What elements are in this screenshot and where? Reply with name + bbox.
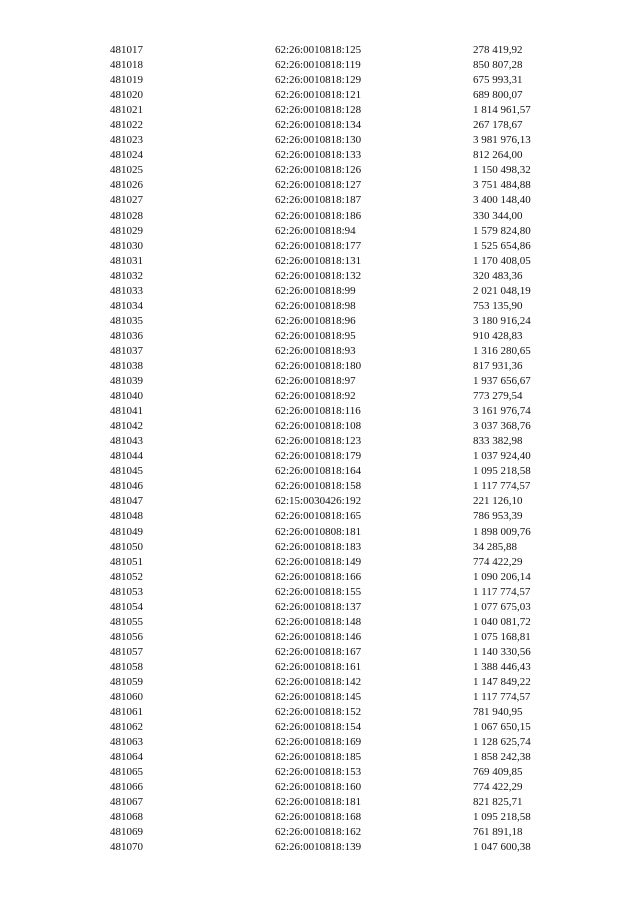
row-number: 481041 [110, 405, 143, 418]
cadastral-value: 1 147 849,22 [473, 675, 531, 688]
cadastral-number: 62:26:0010818:92 [275, 390, 356, 403]
cadastral-number: 62:26:0010818:168 [275, 811, 362, 824]
cadastral-value: 1 937 656,67 [473, 375, 531, 388]
cadastral-value: 769 409,85 [473, 766, 523, 779]
table-row [0, 269, 640, 284]
row-number: 481056 [110, 630, 143, 643]
cadastral-value: 817 931,36 [473, 359, 523, 372]
row-number: 481032 [110, 269, 143, 282]
table-row [0, 795, 640, 810]
row-number: 481060 [110, 691, 143, 704]
table-row [0, 314, 640, 329]
cadastral-value: 774 422,29 [473, 555, 523, 568]
table-row [0, 705, 640, 720]
cadastral-number: 62:26:0010818:98 [275, 299, 356, 312]
cadastral-number: 62:26:0010818:158 [275, 480, 362, 493]
cadastral-number: 62:26:0010818:131 [275, 254, 362, 267]
cadastral-number: 62:26:0010818:95 [275, 329, 356, 342]
cadastral-value: 761 891,18 [473, 826, 523, 839]
cadastral-number: 62:26:0010818:130 [275, 134, 362, 147]
cadastral-number: 62:26:0010818:126 [275, 164, 362, 177]
table-row [0, 690, 640, 705]
table-row [0, 509, 640, 524]
cadastral-number: 62:26:0010818:125 [275, 44, 362, 56]
cadastral-value: 1 117 774,57 [473, 585, 531, 598]
row-number: 481052 [110, 570, 143, 583]
cadastral-number: 62:26:0010818:145 [275, 691, 362, 704]
cadastral-value: 1 090 206,14 [473, 570, 531, 583]
row-number: 481061 [110, 706, 143, 719]
cadastral-number: 62:26:0010818:160 [275, 781, 362, 794]
cadastral-number: 62:26:0010818:179 [275, 450, 362, 463]
table-row [0, 585, 640, 600]
row-number: 481049 [110, 525, 143, 538]
cadastral-number: 62:26:0010818:116 [275, 405, 361, 418]
row-number: 481053 [110, 585, 143, 598]
cadastral-number: 62:26:0010818:169 [275, 736, 362, 749]
cadastral-value: 910 428,83 [473, 329, 523, 342]
cadastral-value: 1 077 675,03 [473, 600, 531, 613]
row-number: 481043 [110, 435, 143, 448]
row-number: 481067 [110, 796, 143, 809]
row-number: 481033 [110, 284, 143, 297]
table-row [0, 344, 640, 359]
table-row [0, 750, 640, 765]
table-row [0, 329, 640, 344]
row-number: 481017 [110, 44, 143, 56]
cadastral-value: 1 117 774,57 [473, 691, 531, 704]
cadastral-value: 1 525 654,86 [473, 239, 531, 252]
table-row [0, 449, 640, 464]
table-row [0, 133, 640, 148]
registry-table [0, 43, 640, 856]
cadastral-value: 3 400 148,40 [473, 194, 531, 207]
table-row [0, 163, 640, 178]
cadastral-value: 3 037 368,76 [473, 420, 531, 433]
table-row [0, 284, 640, 299]
table-row [0, 88, 640, 103]
cadastral-value: 1 040 081,72 [473, 615, 531, 628]
cadastral-number: 62:26:0010818:186 [275, 209, 362, 222]
cadastral-number: 62:26:0010818:94 [275, 224, 356, 237]
cadastral-value: 34 285,88 [473, 540, 517, 553]
table-row [0, 494, 640, 509]
cadastral-number: 62:26:0010818:154 [275, 721, 362, 734]
cadastral-value: 278 419,92 [473, 44, 523, 56]
table-row [0, 645, 640, 660]
row-number: 481030 [110, 239, 143, 252]
cadastral-value: 1 814 961,57 [473, 104, 531, 117]
cadastral-number: 62:26:0010818:139 [275, 841, 362, 854]
cadastral-number: 62:26:0010818:132 [275, 269, 362, 282]
table-row [0, 600, 640, 615]
row-number: 481037 [110, 344, 143, 357]
table-row [0, 464, 640, 479]
cadastral-value: 781 940,95 [473, 706, 523, 719]
cadastral-value: 2 021 048,19 [473, 284, 531, 297]
table-row [0, 359, 640, 374]
cadastral-number: 62:26:0010818:167 [275, 645, 362, 658]
cadastral-value: 1 316 280,65 [473, 344, 531, 357]
cadastral-number: 62:26:0010818:149 [275, 555, 362, 568]
row-number: 481063 [110, 736, 143, 749]
table-row [0, 434, 640, 449]
row-number: 481024 [110, 149, 143, 162]
table-row [0, 193, 640, 208]
cadastral-value: 320 483,36 [473, 269, 523, 282]
cadastral-value: 1 898 009,76 [473, 525, 531, 538]
cadastral-value: 773 279,54 [473, 390, 523, 403]
cadastral-value: 1 140 330,56 [473, 645, 531, 658]
table-row [0, 254, 640, 269]
cadastral-number: 62:26:0010818:121 [275, 89, 362, 102]
row-number: 481048 [110, 510, 143, 523]
table-row [0, 299, 640, 314]
cadastral-number: 62:26:0010808:181 [275, 525, 362, 538]
row-number: 481069 [110, 826, 143, 839]
table-row [0, 148, 640, 163]
row-number: 481021 [110, 104, 143, 117]
cadastral-number: 62:26:0010818:119 [275, 59, 361, 72]
row-number: 481042 [110, 420, 143, 433]
row-number: 481054 [110, 600, 143, 613]
cadastral-number: 62:26:0010818:185 [275, 751, 362, 764]
table-row [0, 720, 640, 735]
row-number: 481028 [110, 209, 143, 222]
cadastral-number: 62:26:0010818:166 [275, 570, 362, 583]
row-number: 481070 [110, 841, 143, 854]
table-row [0, 419, 640, 434]
cadastral-value: 1 037 924,40 [473, 450, 531, 463]
cadastral-value: 3 161 976,74 [473, 405, 531, 418]
cadastral-number: 62:26:0010818:134 [275, 119, 362, 132]
row-number: 481029 [110, 224, 143, 237]
cadastral-value: 786 953,39 [473, 510, 523, 523]
table-row [0, 825, 640, 840]
cadastral-value: 689 800,07 [473, 89, 523, 102]
table-row [0, 209, 640, 224]
cadastral-value: 1 128 625,74 [473, 736, 531, 749]
cadastral-value: 850 807,28 [473, 59, 523, 72]
cadastral-value: 1 067 650,15 [473, 721, 531, 734]
table-row [0, 43, 640, 58]
table-row [0, 525, 640, 540]
cadastral-number: 62:26:0010818:127 [275, 179, 362, 192]
table-row [0, 570, 640, 585]
table-row [0, 224, 640, 239]
cadastral-number: 62:26:0010818:137 [275, 600, 362, 613]
table-row [0, 103, 640, 118]
table-row [0, 735, 640, 750]
table-row [0, 555, 640, 570]
row-number: 481022 [110, 119, 143, 132]
row-number: 481036 [110, 329, 143, 342]
table-row [0, 479, 640, 494]
cadastral-number: 62:15:0030426:192 [275, 495, 362, 508]
cadastral-number: 62:26:0010818:165 [275, 510, 362, 523]
cadastral-number: 62:26:0010818:162 [275, 826, 362, 839]
cadastral-number: 62:26:0010818:123 [275, 435, 362, 448]
row-number: 481046 [110, 480, 143, 493]
row-number: 481035 [110, 314, 143, 327]
cadastral-value: 821 825,71 [473, 796, 523, 809]
cadastral-value: 1 388 446,43 [473, 660, 531, 673]
row-number: 481066 [110, 781, 143, 794]
table-row [0, 118, 640, 133]
cadastral-number: 62:26:0010818:180 [275, 359, 362, 372]
cadastral-number: 62:26:0010818:164 [275, 465, 362, 478]
row-number: 481039 [110, 375, 143, 388]
row-number: 481018 [110, 59, 143, 72]
cadastral-value: 675 993,31 [473, 74, 523, 87]
row-number: 481045 [110, 465, 143, 478]
cadastral-value: 833 382,98 [473, 435, 523, 448]
cadastral-value: 774 422,29 [473, 781, 523, 794]
cadastral-number: 62:26:0010818:161 [275, 660, 362, 673]
table-row [0, 540, 640, 555]
cadastral-number: 62:26:0010818:153 [275, 766, 362, 779]
cadastral-value: 1 858 242,38 [473, 751, 531, 764]
table-row [0, 840, 640, 855]
cadastral-value: 1 047 600,38 [473, 841, 531, 854]
row-number: 481065 [110, 766, 143, 779]
table-row [0, 239, 640, 254]
row-number: 481059 [110, 675, 143, 688]
row-number: 481055 [110, 615, 143, 628]
cadastral-value: 753 135,90 [473, 299, 523, 312]
table-row [0, 630, 640, 645]
cadastral-number: 62:26:0010818:155 [275, 585, 362, 598]
cadastral-number: 62:26:0010818:148 [275, 615, 362, 628]
cadastral-value: 221 126,10 [473, 495, 523, 508]
table-row [0, 810, 640, 825]
cadastral-number: 62:26:0010818:99 [275, 284, 356, 297]
table-row [0, 780, 640, 795]
table-row [0, 58, 640, 73]
row-number: 481019 [110, 74, 143, 87]
cadastral-number: 62:26:0010818:129 [275, 74, 362, 87]
cadastral-number: 62:26:0010818:96 [275, 314, 356, 327]
cadastral-value: 1 579 824,80 [473, 224, 531, 237]
row-number: 481027 [110, 194, 143, 207]
table-row [0, 675, 640, 690]
cadastral-number: 62:26:0010818:93 [275, 344, 356, 357]
cadastral-value: 330 344,00 [473, 209, 523, 222]
table-row [0, 765, 640, 780]
row-number: 481034 [110, 299, 143, 312]
table-row [0, 389, 640, 404]
cadastral-value: 1 117 774,57 [473, 480, 531, 493]
row-number: 481020 [110, 89, 143, 102]
cadastral-number: 62:26:0010818:177 [275, 239, 362, 252]
cadastral-number: 62:26:0010818:146 [275, 630, 362, 643]
cadastral-number: 62:26:0010818:187 [275, 194, 362, 207]
cadastral-number: 62:26:0010818:108 [275, 420, 362, 433]
cadastral-number: 62:26:0010818:152 [275, 706, 362, 719]
row-number: 481044 [110, 450, 143, 463]
cadastral-value: 3 180 916,24 [473, 314, 531, 327]
row-number: 481023 [110, 134, 143, 147]
row-number: 481051 [110, 555, 143, 568]
row-number: 481068 [110, 811, 143, 824]
table-row [0, 73, 640, 88]
table-row [0, 615, 640, 630]
table-row [0, 660, 640, 675]
table-row [0, 178, 640, 193]
cadastral-number: 62:26:0010818:181 [275, 796, 362, 809]
cadastral-value: 3 981 976,13 [473, 134, 531, 147]
row-number: 481058 [110, 660, 143, 673]
row-number: 481040 [110, 390, 143, 403]
row-number: 481025 [110, 164, 143, 177]
cadastral-value: 1 150 498,32 [473, 164, 531, 177]
row-number: 481050 [110, 540, 143, 553]
cadastral-number: 62:26:0010818:128 [275, 104, 362, 117]
row-number: 481064 [110, 751, 143, 764]
row-number: 481047 [110, 495, 143, 508]
cadastral-number: 62:26:0010818:183 [275, 540, 362, 553]
cadastral-value: 1 095 218,58 [473, 811, 531, 824]
row-number: 481026 [110, 179, 143, 192]
cadastral-value: 3 751 484,88 [473, 179, 531, 192]
cadastral-number: 62:26:0010818:97 [275, 375, 356, 388]
cadastral-number: 62:26:0010818:142 [275, 675, 362, 688]
table-row [0, 404, 640, 419]
row-number: 481031 [110, 254, 143, 267]
cadastral-value: 1 075 168,81 [473, 630, 531, 643]
cadastral-number: 62:26:0010818:133 [275, 149, 362, 162]
cadastral-value: 812 264,00 [473, 149, 523, 162]
table-row [0, 374, 640, 389]
cadastral-value: 1 170 408,05 [473, 254, 531, 267]
row-number: 481057 [110, 645, 143, 658]
cadastral-value: 1 095 218,58 [473, 465, 531, 478]
cadastral-value: 267 178,67 [473, 119, 523, 132]
row-number: 481038 [110, 359, 143, 372]
row-number: 481062 [110, 721, 143, 734]
